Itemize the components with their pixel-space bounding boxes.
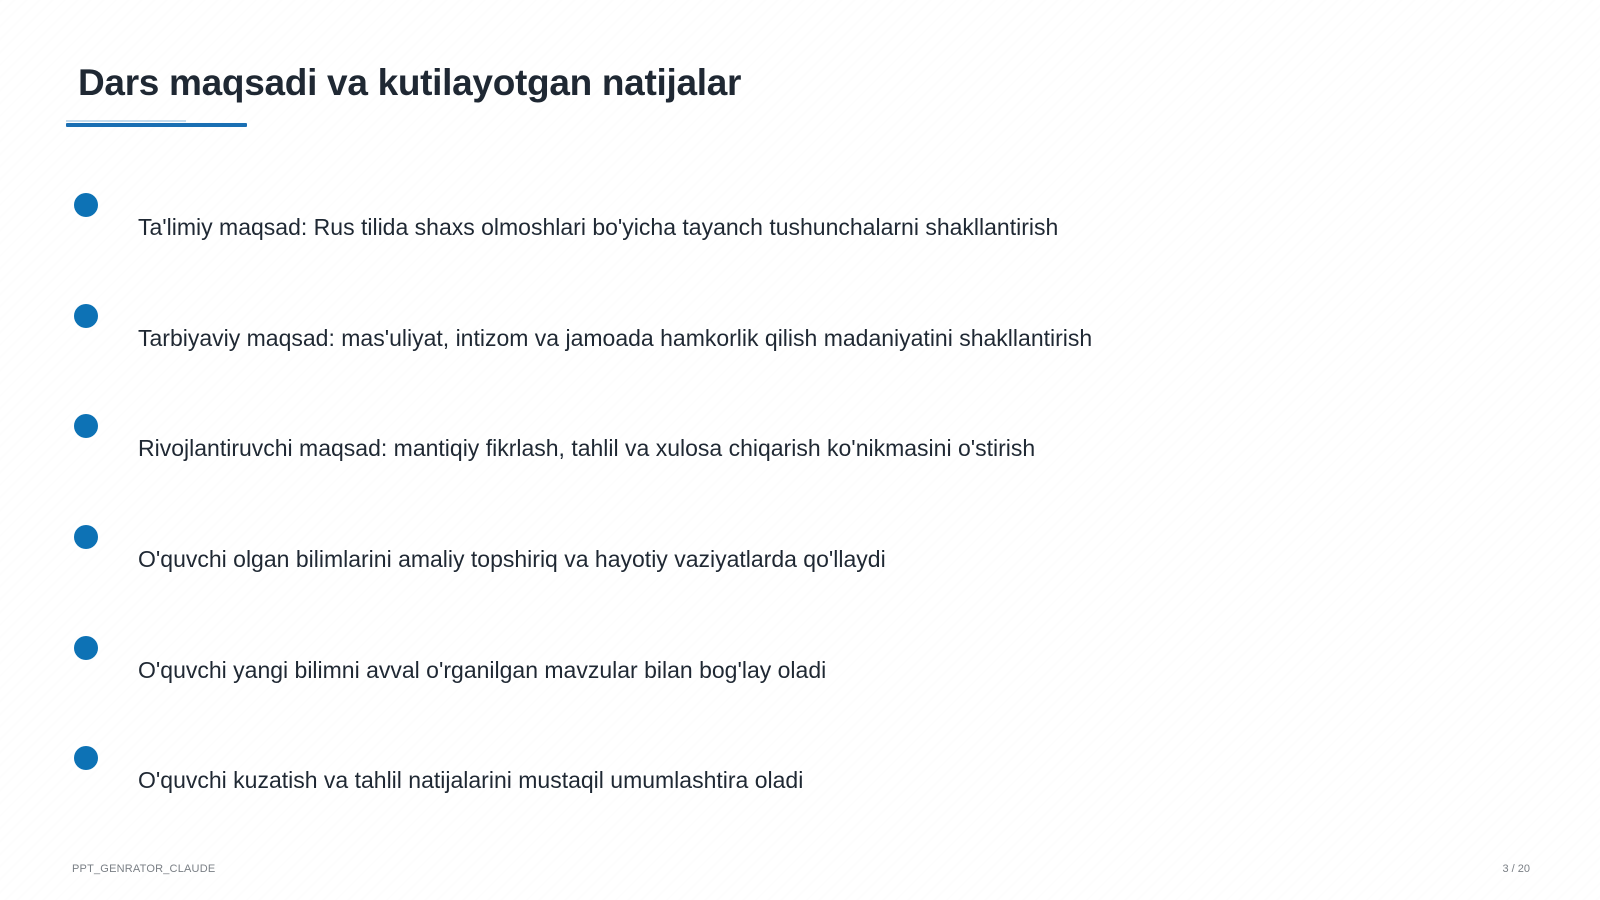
list-item-text: Tarbiyaviy maqsad: mas'uliyat, intizom va jamoada hamkorlik qilish madaniyatini shakllantirish [138, 325, 1093, 351]
bullet-dot-icon [74, 193, 98, 217]
bullet-dot-icon [74, 414, 98, 438]
page-indicator: 3 / 20 [1502, 863, 1530, 875]
list-item-text: Ta'limiy maqsad: Rus tilida shaxs olmoshlari bo'yicha tayanch tushunchalarni shakllantirish [138, 214, 1059, 240]
list-item-text: O'quvchi yangi bilimni avval o'rganilgan mavzular bilan bog'lay oladi [138, 657, 827, 683]
title-underline [66, 123, 247, 127]
bullet-dot-icon [74, 525, 98, 549]
bullet-dot-icon [74, 304, 98, 328]
list-item-text: O'quvchi kuzatish va tahlil natijalarini mustaqil umumlashtira oladi [138, 767, 804, 793]
bullet-dot-icon [74, 636, 98, 660]
title-underline-highlight [66, 120, 186, 122]
list-item-text: Rivojlantiruvchi maqsad: mantiqiy fikrlash, tahlil va xulosa chiqarish ko'nikmasini o'stirish [138, 435, 1036, 461]
list-item [0, 636, 1400, 716]
list-item [0, 525, 1400, 605]
list-item [0, 414, 1400, 494]
footer-source-label: PPT_GENRATOR_CLAUDE [72, 863, 216, 875]
list-item-text: O'quvchi olgan bilimlarini amaliy topshiriq va hayotiy vaziyatlarda qo'llaydi [138, 546, 886, 572]
list-item [0, 193, 1400, 273]
list-item [0, 304, 1400, 384]
bullet-dot-icon [74, 746, 98, 770]
slide-title: Dars maqsadi va kutilayotgan natijalar [78, 62, 742, 103]
list-item [0, 746, 1400, 826]
